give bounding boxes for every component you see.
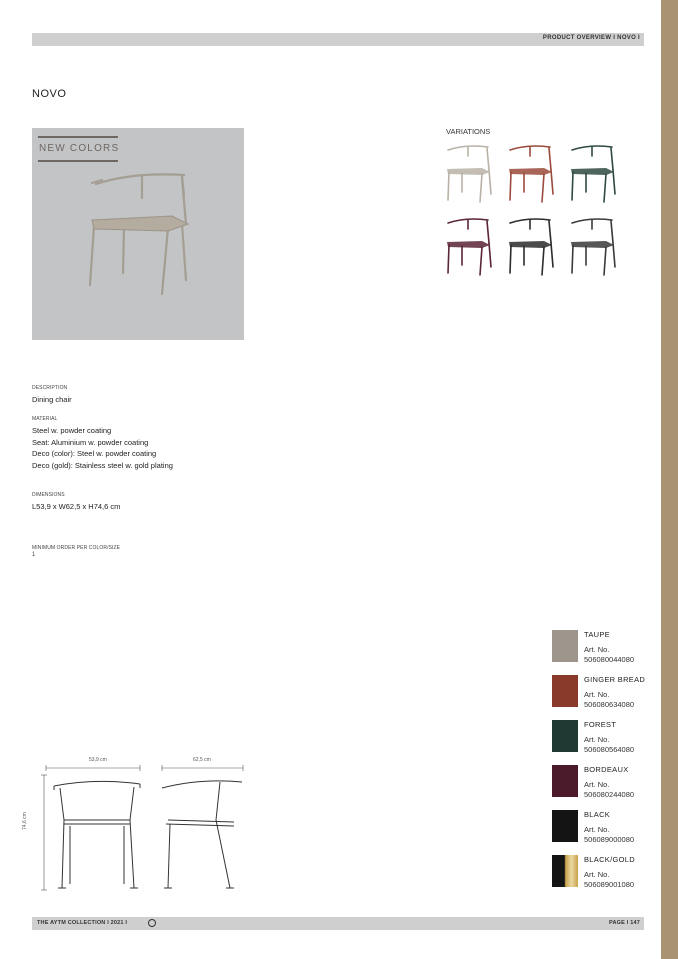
- description-label: DESCRIPTION: [32, 385, 68, 391]
- dimensions-value: L53,9 x W62,5 x H74,6 cm: [32, 502, 121, 511]
- variation-chair: [504, 215, 558, 277]
- chair-icon: [566, 142, 620, 204]
- article-number: [584, 780, 634, 799]
- color-name: BLACK/GOLD: [584, 855, 635, 864]
- article-number-label: Art. No.: [584, 780, 610, 789]
- article-number-label: Art. No.: [584, 825, 610, 834]
- min-order-value: 1: [32, 552, 36, 558]
- technical-drawing: [30, 760, 255, 895]
- width-dimension-label: 53,9 cm: [89, 757, 107, 763]
- article-number-label: Art. No.: [584, 870, 610, 879]
- variation-chair: [442, 142, 496, 204]
- article-number-label: Art. No.: [584, 690, 610, 699]
- article-number: [584, 735, 634, 754]
- article-number-label: Art. No.: [584, 645, 610, 654]
- variation-chair: [504, 142, 558, 204]
- article-number: [584, 825, 634, 844]
- hero-image: [32, 128, 244, 340]
- article-number: [584, 870, 634, 889]
- color-name: TAUPE: [584, 630, 610, 639]
- new-colors-badge: NEW COLORS: [39, 143, 120, 154]
- material-line: Deco (gold): Stainless steel w. gold plating: [32, 460, 173, 470]
- material-label: MATERIAL: [32, 416, 58, 422]
- color-swatch: [552, 810, 578, 842]
- edge-color-bar: [661, 0, 678, 959]
- description-value: Dining chair: [32, 395, 72, 404]
- material-list: [32, 425, 173, 471]
- material-line: Steel w. powder coating: [32, 426, 112, 435]
- article-number-value: 506089000080: [584, 834, 635, 844]
- hero-chair-illustration: [32, 128, 244, 340]
- article-number-value: 506080044080: [584, 654, 635, 664]
- depth-dimension-label: 62,5 cm: [193, 757, 211, 763]
- chair-icon: [504, 215, 558, 277]
- color-name: BLACK: [584, 810, 611, 819]
- variation-chair: [566, 215, 620, 277]
- chair-icon: [442, 142, 496, 204]
- color-name: GINGER BREAD: [584, 675, 646, 684]
- article-number-label: Art. No.: [584, 735, 610, 744]
- min-order-label: MINIMUM ORDER PER COLOR/SIZE: [32, 545, 121, 551]
- article-number-value: 506089001080: [584, 879, 635, 889]
- article-number-value: 506080244080: [584, 789, 635, 799]
- article-number: [584, 690, 634, 709]
- page-number: PAGE I 147: [609, 920, 640, 926]
- color-swatch: [552, 720, 578, 752]
- chair-icon: [442, 215, 496, 277]
- page-title: NOVO: [32, 88, 67, 100]
- chair-icon: [566, 215, 620, 277]
- article-number-value: 506080634080: [584, 699, 635, 709]
- color-name: BORDEAUX: [584, 765, 629, 774]
- color-swatch: [552, 855, 578, 887]
- article-number-value: 506080564080: [584, 744, 635, 754]
- variations-label: VARIATIONS: [446, 127, 491, 136]
- color-swatch: [552, 630, 578, 662]
- color-swatch: [552, 765, 578, 797]
- breadcrumb: PRODUCT OVERVIEW I NOVO I: [542, 35, 640, 41]
- chair-icon: [504, 142, 558, 204]
- collection-label: THE AYTM COLLECTION I 2021 I: [37, 920, 128, 926]
- color-swatch: [552, 675, 578, 707]
- color-name: FOREST: [584, 720, 617, 729]
- material-line: Deco (color): Steel w. powder coating: [32, 449, 157, 458]
- article-number: [584, 645, 634, 664]
- header-bar: [32, 33, 644, 46]
- variation-chair: [442, 215, 496, 277]
- dimensions-label: DIMENSIONS: [32, 492, 65, 498]
- footer-bar: [32, 917, 644, 930]
- variation-chair: [566, 142, 620, 204]
- material-line: Seat: Aluminium w. powder coating: [32, 437, 149, 447]
- brand-logo-icon: [148, 919, 156, 927]
- height-dimension-label: 74,6 cm: [22, 812, 28, 830]
